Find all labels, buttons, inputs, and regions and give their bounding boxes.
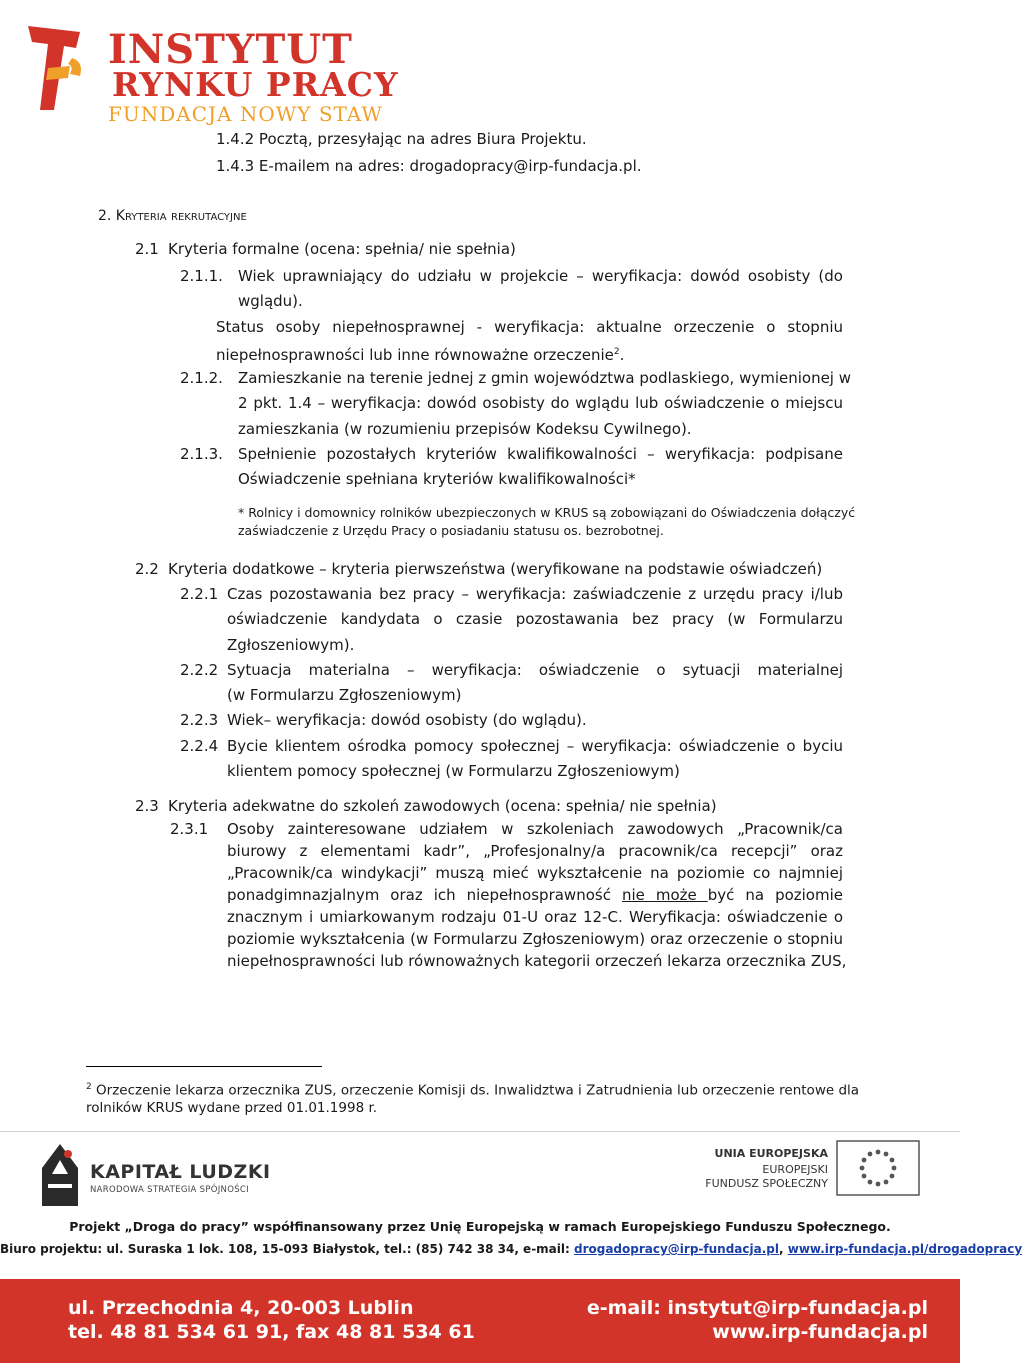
eu-label-line: EUROPEJSKI — [762, 1163, 828, 1176]
band-phone: tel. 48 81 534 61 91, fax 48 81 534 61 — [68, 1321, 475, 1343]
item-2-1-2-line: zamieszkania (w rozumieniu przepisów Kodeksu Cywilnego). — [238, 420, 692, 438]
item-2-2-4-number: 2.2.4 — [180, 737, 219, 755]
footnote-line: rolników KRUS wydane przed 01.01.1998 r. — [86, 1100, 378, 1116]
status-end: . — [619, 346, 625, 364]
section-2-2-title: Kryteria dodatkowe – kryteria pierwszeństwa (weryfikowane na podstawie oświadczeń) — [168, 560, 823, 578]
item-2-2-4-line: klientem pomocy społecznej (w Formularzu Zgłoszeniowym) — [227, 762, 680, 780]
item-2-3-1-line: niepełnosprawności lub równoważnych kategorii orzeczeń lekarza orzecznika ZUS, — [227, 952, 847, 970]
office-separator: , — [778, 1242, 788, 1256]
instytut-logo-icon — [18, 18, 108, 118]
krus-note-line: zaświadczenie z Urzędu Pracy o posiadaniu statusu os. bezrobotnej. — [238, 523, 664, 538]
section-2-2-number: 2.2 — [135, 560, 159, 578]
item-2-1-1-number: 2.1.1. — [180, 267, 223, 285]
band-website: www.irp-fundacja.pl — [712, 1321, 928, 1343]
logo-text-rynku-pracy: RYNKU PRACY — [112, 65, 399, 104]
item-2-2-2-line: Sytuacja materialna – weryfikacja: oświadczenie o sytuacji materialnej — [227, 661, 843, 679]
eu-flag-icon — [836, 1140, 920, 1196]
item-2-2-3-number: 2.2.3 — [180, 711, 219, 729]
item-2-1-1-line: Wiek uprawniający do udziału w projekcie – weryfikacja: dowód osobisty (do — [238, 267, 843, 285]
section-2-heading: 2. Kryteria rekrutacyjne — [98, 208, 247, 224]
project-funding-line: Projekt „Droga do pracy” współfinansowany przez Unię Europejską w ramach Europejskiego Funduszu Społecznego. — [69, 1219, 891, 1234]
office-email-link[interactable]: drogadopracy@irp-fundacja.pl — [573, 1242, 779, 1256]
office-address: Biuro projektu: ul. Suraska 1 lok. 108, 15-093 Białystok, tel.: (85) 742 38 34, e-mail: — [0, 1242, 574, 1256]
eu-label-line: UNIA EUROPEJSKA — [714, 1147, 828, 1160]
item-2-2-1-line: Czas pozostawania bez pracy – weryfikacja: zaświadczenie z urzędu pracy i/lub — [227, 585, 843, 603]
footnote-text: Orzeczenie lekarza orzecznika ZUS, orzeczenie Komisji ds. Inwalidztwa i Zatrudnienia lub orzeczenie rentowe dla — [91, 1082, 860, 1099]
logo-text-fundacja: FUNDACJA NOWY STAW — [108, 102, 383, 126]
item-2-2-2-line: (w Formularzu Zgłoszeniowym) — [227, 686, 462, 704]
item-2-1-3-line: Oświadczenie spełniana kryteriów kwalifikowalności* — [238, 470, 636, 488]
kapital-ludzki-logo-icon — [38, 1140, 82, 1210]
footnote-mark: 2 — [86, 1082, 92, 1092]
line-text: być na poziomie — [707, 886, 843, 904]
line-text: ponadgimnazjalnym oraz ich niepełnosprawność — [227, 886, 622, 904]
item-2-2-1-line: Zgłoszeniowym). — [227, 636, 355, 654]
item-2-2-3-line: Wiek– weryfikacja: dowód osobisty (do wglądu). — [227, 711, 587, 729]
item-1-4-3: 1.4.3 E-mailem na adres: drogadopracy@irp-fundacja.pl. — [216, 157, 642, 175]
item-2-3-1-line: biurowy z elementami kadr”, „Profesjonalny/a pracownik/ca recepcji” oraz — [227, 842, 843, 860]
section-2-1-title: Kryteria formalne (ocena: spełnia/ nie spełnia) — [168, 240, 516, 258]
item-2-2-1-number: 2.2.1 — [180, 585, 219, 603]
item-2-2-1-line: oświadczenie kandydata o czasie pozostawania bez pracy (w Formularzu — [227, 610, 843, 628]
item-2-3-1-line: poziomie wykształcenia (w Formularzu Zgłoszeniowym) oraz orzeczenie o stopniu — [227, 930, 843, 948]
item-2-1-3-line: Spełnienie pozostałych kryteriów kwalifikowalności – weryfikacja: podpisane — [238, 445, 843, 463]
item-2-1-2-line: Zamieszkanie na terenie jednej z gmin województwa podlaskiego, wymienionej w — [238, 369, 852, 387]
kapital-ludzki-subtitle: NARODOWA STRATEGIA SPÓJNOŚCI — [90, 1185, 249, 1195]
footer-divider — [0, 1131, 960, 1132]
status-text: niepełnosprawności lub inne równoważne orzeczenie — [216, 346, 614, 364]
band-address: ul. Przechodnia 4, 20-003 Lublin — [68, 1297, 414, 1319]
item-2-3-1-number: 2.3.1 — [170, 820, 209, 838]
band-email: e-mail: instytut@irp-fundacja.pl — [586, 1297, 928, 1319]
item-2-3-1-line: Osoby zainteresowane udziałem w szkoleniach zawodowych „Pracownik/ca — [227, 820, 843, 838]
section-2-3-title: Kryteria adekwatne do szkoleń zawodowych (ocena: spełnia/ nie spełnia) — [168, 797, 717, 815]
item-2-1-2-line: 2 pkt. 1.4 – weryfikacja: dowód osobisty do wglądu lub oświadczenie o miejscu — [238, 394, 843, 412]
kapital-ludzki-title: KAPITAŁ LUDZKI — [90, 1161, 271, 1183]
status-line: Status osoby niepełnosprawnej - weryfikacja: aktualne orzeczenie o stopniu — [216, 318, 843, 336]
eu-label-line: FUNDUSZ SPOŁECZNY — [705, 1177, 828, 1190]
footnote-separator — [86, 1066, 322, 1067]
item-2-2-4-line: Bycie klientem ośrodka pomocy społecznej – weryfikacja: oświadczenie o byciu — [227, 737, 843, 755]
logo-text-instytut: INSTYTUT — [108, 26, 353, 73]
section-2-1-number: 2.1 — [135, 240, 159, 258]
status-line — [216, 341, 624, 366]
krus-note-line: * Rolnicy i domownicy rolników ubezpieczonych w KRUS są zobowiązani do Oświadczenia dołączyć — [238, 505, 856, 520]
underlined-text: nie może — [621, 886, 708, 904]
project-office-line — [0, 1240, 1022, 1258]
item-2-1-1-line: wglądu). — [238, 292, 303, 310]
item-2-2-2-number: 2.2.2 — [180, 661, 219, 679]
footnote-ref: 2 — [613, 347, 620, 357]
section-2-3-number: 2.3 — [135, 797, 159, 815]
item-2-3-1-line: znacznym i umiarkowanym rodzaju 01-U oraz 12-C. Weryfikacja: oświadczenie o — [227, 908, 843, 926]
office-website-link[interactable]: www.irp-fundacja.pl/drogadopracy — [787, 1242, 1022, 1256]
item-1-4-2: 1.4.2 Pocztą, przesyłając na adres Biura Projektu. — [216, 130, 587, 148]
item-2-1-2-number: 2.1.2. — [180, 369, 223, 387]
item-2-3-1-line: „Pracownik/ca windykacji” muszą mieć wykształcenie na poziomie co najmniej — [227, 864, 843, 882]
item-2-3-1-line — [227, 884, 843, 906]
item-2-1-3-number: 2.1.3. — [180, 445, 223, 463]
